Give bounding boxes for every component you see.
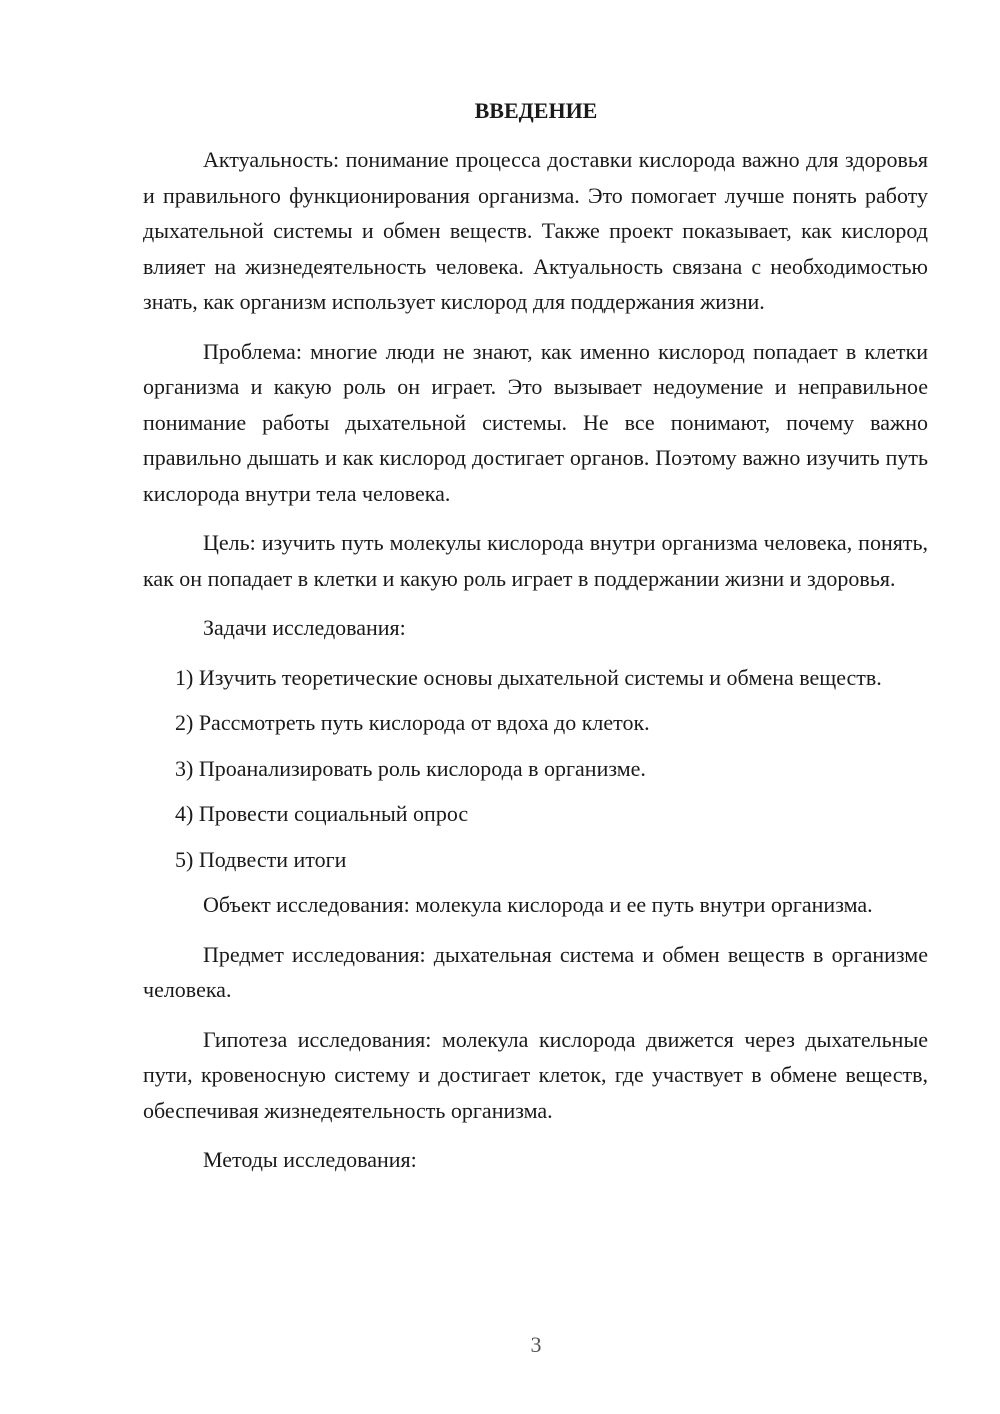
task-item: 1) Изучить теоретические основы дыхательной системы и обмена веществ. <box>175 664 882 690</box>
task-item: 4) Провести социальный опрос <box>175 801 469 826</box>
methods-heading: Методы исследования: <box>203 1147 417 1172</box>
tasks-list <box>143 660 928 878</box>
document-body <box>143 142 928 1192</box>
paragraph-hypothesis: Гипотеза исследования: молекула кислорода движется через дыхательные пути, кровеносную систему и достигает клеток, где участвует в обмене веществ, обеспечивая жизнедеятельность организма. <box>143 1026 928 1123</box>
task-item: 2) Рассмотреть путь кислорода от вдоха до клеток. <box>175 710 650 735</box>
page-number: 3 <box>530 1332 542 1357</box>
paragraph-object: Объект исследования: молекула кислорода и ее путь внутри организма. <box>203 892 873 917</box>
paragraph-relevance: Актуальность: понимание процесса доставки кислорода важно для здоровья и правильного функционирования организма. Это помогает лучше понять работу дыхательной системы и обмен веществ. Также проект показывает, как кислород влияет на жизнедеятельность человека. Актуальность связана с необходимостью знать, как организм использует кислород для поддержания жизни. <box>143 147 928 314</box>
task-item: 3) Проанализировать роль кислорода в организме. <box>175 755 646 781</box>
paragraph-goal: Цель: изучить путь молекулы кислорода внутри организма человека, понять, как он попадает в клетки и какую роль играет в поддержании жизни и здоровья. <box>143 530 928 591</box>
paragraph-subject: Предмет исследования: дыхательная система и обмен веществ в организме человека. <box>143 941 928 1002</box>
page-title: ВВЕДЕНИЕ <box>474 98 598 123</box>
tasks-heading: Задачи исследования: <box>203 615 406 640</box>
paragraph-problem: Проблема: многие люди не знают, как именно кислород попадает в клетки организма и какую роль он играет. Это вызывает недоумение и неправильное понимание работы дыхательной системы. Не все понимают, почему важно правильно дышать и как кислород достигает органов. Поэтому важно изучить путь кислорода внутри тела человека. <box>143 338 928 506</box>
task-item: 5) Подвести итоги <box>175 846 347 872</box>
